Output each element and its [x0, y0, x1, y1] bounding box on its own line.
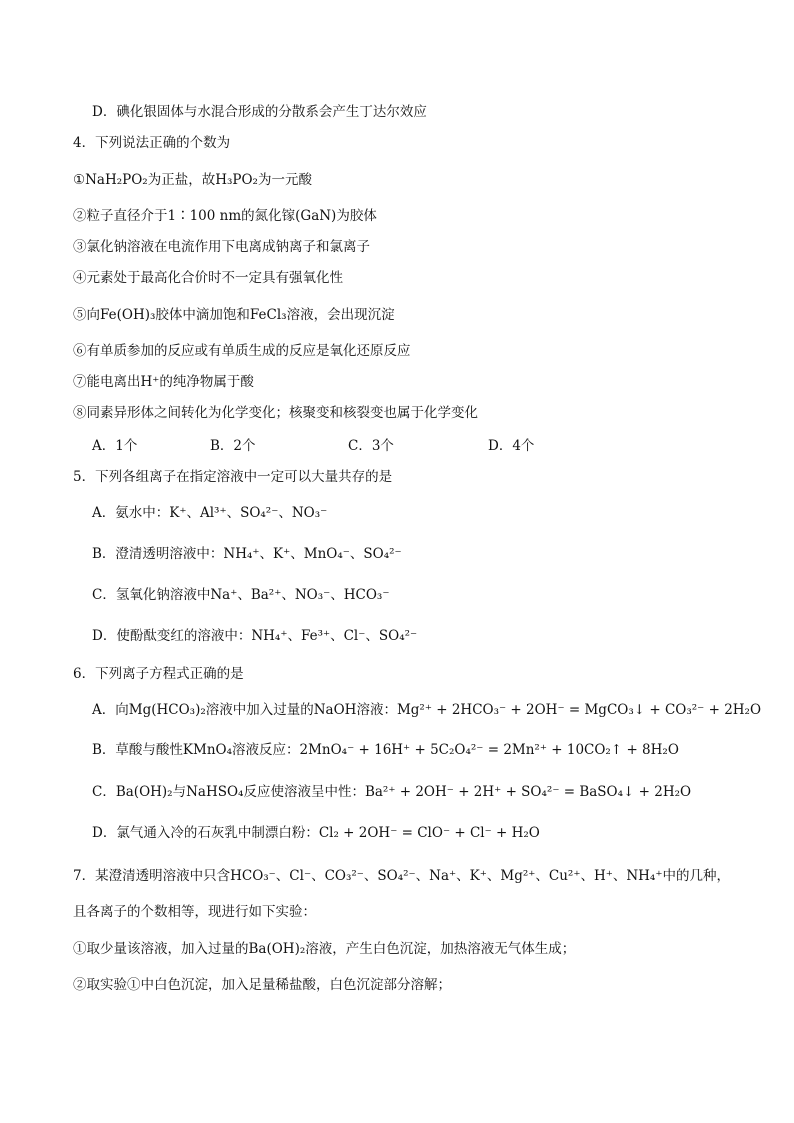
q4-choice-b: B．2个 [210, 438, 256, 454]
q4-choice-d: D．4个 [488, 438, 535, 454]
q7-experiment-1: ①取少量该溶液，加入过量的Ba(OH)₂溶液，产生白色沉淀，加热溶液无气体生成； [73, 941, 576, 957]
q6-option-c: C．Ba(OH)₂与NaHSO₄反应使溶液呈中性：Ba²⁺ + 2OH⁻ + 2H⁺ + SO₄²⁻ = BaSO₄↓ + 2H₂O [92, 784, 692, 800]
q4-statement-4: ④元素处于最高化合价时不一定具有强氧化性 [73, 270, 343, 286]
q4-choice-a: A．1个 [92, 438, 138, 454]
q5-option-d: D．使酚酞变红的溶液中：NH₄⁺、Fe³⁺、Cl⁻、SO₄²⁻ [92, 628, 418, 644]
q6-option-a: A．向Mg(HCO₃)₂溶液中加入过量的NaOH溶液：Mg²⁺ + 2HCO₃⁻ + 2OH⁻ = MgCO₃↓ + CO₃²⁻ + 2H₂O [92, 702, 762, 718]
q5-option-b: B．澄清透明溶液中：NH₄⁺、K⁺、MnO₄⁻、SO₄²⁻ [92, 546, 402, 562]
q4-statement-8: ⑧同素异形体之间转化为化学变化；核聚变和核裂变也属于化学变化 [73, 405, 478, 421]
q4-choice-c: C．3个 [348, 438, 394, 454]
q4-statement-7: ⑦能电离出H⁺的纯净物属于酸 [73, 374, 254, 390]
q5-option-c: C．氢氧化钠溶液中Na⁺、Ba²⁺、NO₃⁻、HCO₃⁻ [92, 587, 390, 603]
q7-stem-line-2: 且各离子的个数相等，现进行如下实验： [73, 904, 316, 920]
q5-stem: 5．下列各组离子在指定溶液中一定可以大量共存的是 [73, 469, 393, 485]
q4-statement-3: ③氯化钠溶液在电流作用下电离成钠离子和氯离子 [73, 239, 370, 255]
q6-option-b: B．草酸与酸性KMnO₄溶液反应：2MnO₄⁻ + 16H⁺ + 5C₂O₄²⁻ = 2Mn²⁺ + 10CO₂↑ + 8H₂O [92, 742, 679, 758]
q3-option-d: D．碘化银固体与水混合形成的分散系会产生丁达尔效应 [92, 104, 427, 120]
q7-experiment-2: ②取实验①中白色沉淀，加入足量稀盐酸，白色沉淀部分溶解； [73, 977, 451, 993]
q6-stem: 6．下列离子方程式正确的是 [73, 666, 244, 682]
q7-stem-line-1: 7．某澄清透明溶液中只含HCO₃⁻、Cl⁻、CO₃²⁻、SO₄²⁻、Na⁺、K⁺、Mg²⁺、Cu²⁺、H⁺、NH₄⁺中的几种， [73, 868, 730, 884]
q4-stem: 4．下列说法正确的个数为 [73, 135, 231, 151]
q4-statement-6: ⑥有单质参加的反应或有单质生成的反应是氧化还原反应 [73, 343, 411, 359]
q4-statement-1: ①NaH₂PO₂为正盐，故H₃PO₂为一元酸 [73, 172, 312, 188]
q5-option-a: A．氨水中：K⁺、Al³⁺、SO₄²⁻、NO₃⁻ [92, 505, 328, 521]
q4-choices [92, 436, 652, 456]
q6-option-d: D．氯气通入冷的石灰乳中制漂白粉：Cl₂ + 2OH⁻ = ClO⁻ + Cl⁻ + H₂O [92, 825, 540, 841]
q4-statement-5: ⑤向Fe(OH)₃胶体中滴加饱和FeCl₃溶液，会出现沉淀 [73, 307, 395, 323]
q4-statement-2: ②粒子直径介于1∶100 nm的氮化镓(GaN)为胶体 [73, 208, 377, 224]
